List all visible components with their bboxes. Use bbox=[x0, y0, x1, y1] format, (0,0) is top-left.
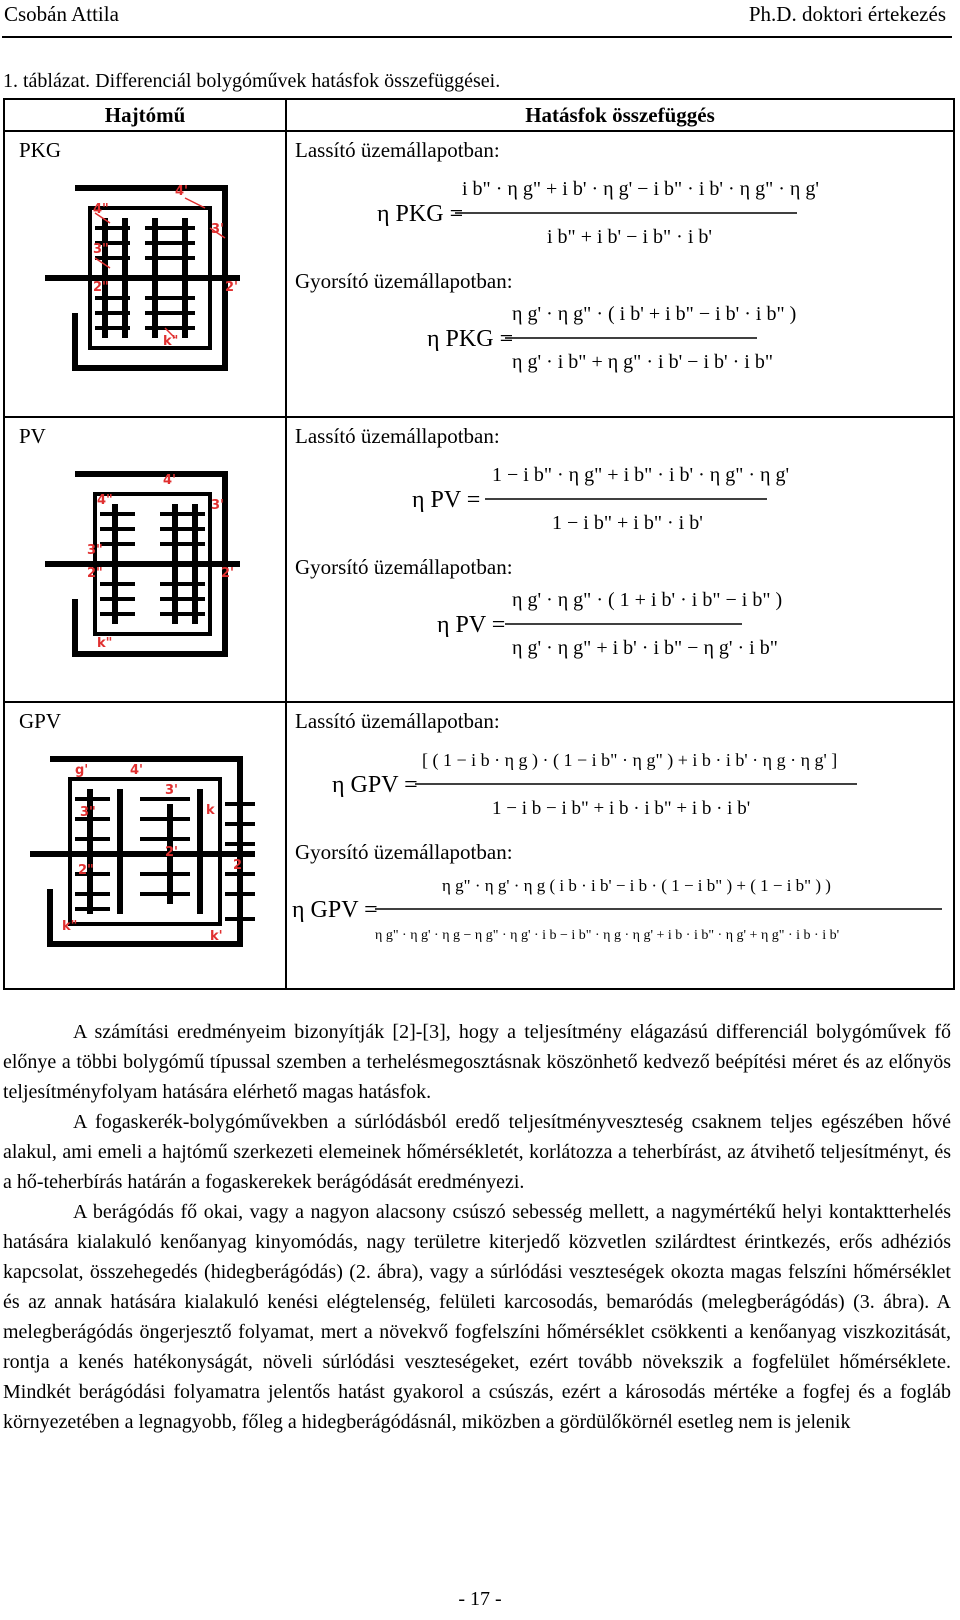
svg-text:k: k bbox=[206, 802, 215, 818]
svg-text:3": 3" bbox=[93, 242, 109, 258]
svg-text:4': 4' bbox=[175, 184, 189, 200]
svg-text:k": k" bbox=[62, 918, 78, 934]
svg-text:η g" · η g' · η g ( i b · i b': η g" · η g' · η g ( i b · i b' − i b · ( 1 − i b" ) + ( 1 − i b" ) ) bbox=[442, 875, 831, 895]
fast-mode-label: Gyorsító üzemállapotban: bbox=[295, 839, 513, 864]
svg-text:η PV =: η PV = bbox=[437, 611, 506, 638]
svg-text:2': 2' bbox=[225, 280, 239, 296]
fast-mode-label: Gyorsító üzemállapotban: bbox=[295, 554, 513, 579]
gpv-slow-formula bbox=[287, 734, 947, 834]
page-number: - 17 - bbox=[458, 1588, 502, 1610]
svg-text:[ ( 1 − i b · η g ) · ( 1 − i: [ ( 1 − i b · η g ) · ( 1 − i b" · η g" ) + i b · i b' · η g · η g' ] bbox=[422, 749, 838, 770]
svg-text:η GPV =: η GPV = bbox=[292, 896, 378, 923]
paragraph: A fogaskerék-bolygóművekben a súrlódásból eredő teljesítményveszteség csaknem teljes egészében hővé alakul, ami emeli a hajtómű szerkezeti elemeinek hőmérsékletét, korlátozza a teherbírást, az átvihető teljesítményt, és a hő-teherbírás határán a fogaskerekek berágódását eredményezi. bbox=[3, 1111, 951, 1193]
row-pkg-formulas bbox=[286, 131, 954, 416]
running-header bbox=[0, 0, 960, 34]
header-title: Ph.D. doktori értekezés bbox=[748, 2, 946, 26]
svg-text:η g' · i b" + η g" · i b' − i: η g' · i b" + η g" · i b' − i b' · i b" bbox=[512, 351, 773, 374]
svg-text:2: 2 bbox=[233, 857, 243, 873]
svg-text:η g" · η g' · η g − η g" · η g: η g" · η g' · η g − η g" · η g' · i b − i b" · η g · η g' + i b · i b" · η g' + η g" · i b · i b' bbox=[375, 927, 840, 943]
svg-text:i b" · η g" + i b' · η g' − i: i b" · η g" + i b' · η g' − i b" · i b' · η g" · η g' bbox=[462, 178, 819, 201]
svg-text:g': g' bbox=[75, 762, 89, 778]
row-pv-type bbox=[4, 417, 286, 702]
svg-text:η PV =: η PV = bbox=[412, 486, 481, 513]
paragraph: A számítási eredményeim bizonyítják [2]-[3], hogy a teljesítmény elágazású differenciál bolygóművek fő előnye a többi bolygómű típussal szemben a terhelésmegosztásnak köszönhető kedvező beépítési méret és az előnyös teljesítményfolyam hatására elérhető magas hatásfok. bbox=[3, 1021, 951, 1103]
row-pkg-type bbox=[4, 131, 286, 416]
svg-text:η g' · η g" · ( 1 + i b' · i b: η g' · η g" · ( 1 + i b' · i b" − i b" ) bbox=[512, 588, 783, 611]
gear-type-name: GPV bbox=[19, 708, 62, 733]
svg-text:4': 4' bbox=[163, 472, 177, 488]
gpv-fast-formula bbox=[287, 865, 947, 955]
pkg-fast-formula bbox=[287, 294, 947, 384]
gpv-gear-diagram bbox=[20, 744, 270, 954]
svg-text:k': k' bbox=[210, 928, 223, 944]
svg-text:1 − i b − i b" + i b · i b" +: 1 − i b − i b" + i b · i b" + i b · i b' bbox=[492, 797, 751, 819]
slow-mode-label: Lassító üzemállapotban: bbox=[295, 423, 500, 448]
svg-text:1 − i b" + i b" · i b': 1 − i b" + i b" · i b' bbox=[552, 511, 703, 534]
svg-text:2': 2' bbox=[165, 844, 179, 860]
column-header-gear: Hajtómű bbox=[4, 99, 286, 131]
svg-text:η g' · η g" + i b' · i b" − η: η g' · η g" + i b' · i b" − η g' · i b" bbox=[512, 636, 778, 659]
fast-mode-label: Gyorsító üzemállapotban: bbox=[295, 269, 513, 294]
slow-mode-label: Lassító üzemállapotban: bbox=[295, 708, 500, 733]
gear-type-name: PV bbox=[19, 423, 46, 448]
svg-text:4": 4" bbox=[93, 202, 109, 218]
pv-slow-formula bbox=[287, 449, 947, 549]
svg-text:3': 3' bbox=[211, 222, 225, 238]
svg-text:3": 3" bbox=[87, 542, 103, 558]
row-gpv-type bbox=[4, 702, 286, 989]
svg-text:3': 3' bbox=[165, 782, 179, 798]
svg-text:k": k" bbox=[97, 635, 113, 651]
svg-text:3": 3" bbox=[80, 804, 96, 820]
svg-text:η GPV =: η GPV = bbox=[332, 771, 418, 798]
svg-text:η PKG =: η PKG = bbox=[427, 326, 514, 353]
row-gpv-formulas bbox=[286, 702, 954, 989]
svg-text:2": 2" bbox=[87, 565, 103, 581]
paragraph: A berágódás fő okai, vagy a nagyon alacsony csúszó sebesség mellett, a nagymértékű helyi kontaktterhelés hatására kialakuló kenőanyag kinyomódás, nagy területre kiterjedő közvetlen szilárdtest érintkezés, erős adhéziós kapcsolat, összehegedés (hidegberágódás) (2. ábra), vagy a súrlódási veszteségek okozta magas felszíni hőmérséklet és az annak hatására kialakuló kenési elégtelenség, felületi karcosodás, bemaródás (melegberágódás) (3. ábra). A melegberágódás öngerjesztő folyamat, mert a növekvő fogfelszíni hőmérséklet csökkenti a kenőanyag viszkozitását, rontja a kenés hatékonyságát, növeli súrlódási veszteségeket, ezért tovább növekszik a fogfelület hőmérséklete. Mindkét berágódási folyamatra jelentős hatást gyakorol a csúszás, ezért a károsodás mértéke a fogfej és a fogláb környezetében a legnagyobb, főleg a hidegberágódásnál, miközben a gördülőkörnél esetleg nem is jelenik bbox=[3, 1201, 951, 1433]
svg-text:i b" + i b' − i b" · i b': i b" + i b' − i b" · i b' bbox=[547, 226, 712, 249]
efficiency-table bbox=[3, 98, 955, 990]
svg-text:2": 2" bbox=[78, 862, 94, 878]
gear-type-name: PKG bbox=[19, 138, 62, 163]
table-caption: 1. táblázat. Differenciál bolygóművek hatásfok összefüggései. bbox=[3, 70, 501, 92]
svg-text:1 − i b" · η g" + i b" · i b': 1 − i b" · η g" + i b" · i b' · η g" · η g' bbox=[492, 463, 790, 486]
pv-gear-diagram bbox=[35, 459, 255, 659]
pkg-gear-diagram bbox=[35, 173, 255, 373]
svg-text:3': 3' bbox=[211, 497, 225, 513]
header-author: Csobán Attila bbox=[4, 2, 119, 26]
svg-text:2": 2" bbox=[93, 280, 109, 296]
svg-text:4': 4' bbox=[130, 762, 144, 778]
header-rule bbox=[2, 36, 952, 38]
svg-text:4": 4" bbox=[97, 492, 113, 508]
svg-text:2': 2' bbox=[221, 565, 235, 581]
svg-text:k": k" bbox=[163, 334, 179, 350]
svg-text:η g' · η g" · ( i b' + i b" −: η g' · η g" · ( i b' + i b" − i b' · i b" ) bbox=[512, 303, 797, 326]
column-header-efficiency: Hatásfok összefüggés bbox=[286, 99, 954, 131]
body-text bbox=[3, 1017, 951, 1437]
row-pv-formulas bbox=[286, 417, 954, 702]
svg-text:η PKG =: η PKG = bbox=[377, 201, 464, 228]
pkg-slow-formula bbox=[287, 163, 947, 263]
slow-mode-label: Lassító üzemállapotban: bbox=[295, 138, 500, 163]
pv-fast-formula bbox=[287, 580, 947, 670]
